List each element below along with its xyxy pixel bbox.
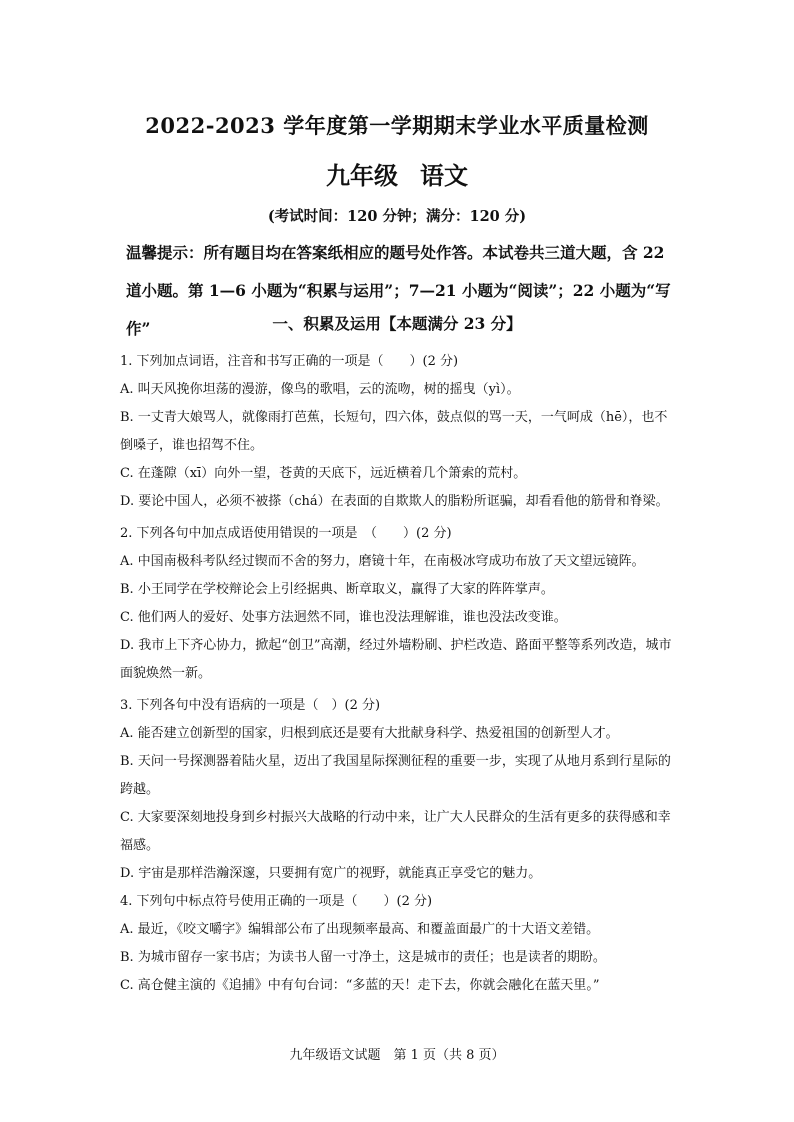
exam-tips: 温馨提示：所有题目均在答案纸相应的题号处作答。本试卷共三道大题，含 22 道小题。第 1—6 小题为“积累与运用”；7—21 小题为“阅读”；22 小题为“写作” [126, 243, 671, 338]
question-2-option-a: A. 中国南极科考队经过锲而不舍的努力，磨镜十年，在南极冰穹成功布放了天文望远镜阵。 [120, 554, 645, 569]
exam-subtitle [0, 156, 794, 191]
question-2-option-c: C. 他们两人的爱好、处事方法迥然不同，谁也没法理解谁，谁也没法改变谁。 [120, 610, 567, 625]
question-list [120, 344, 676, 1000]
question-1-option-c: C. 在蓬隙（xī）向外一望，苍黄的天底下，远近横着几个箫索的荒村。 [120, 466, 527, 481]
question-1-option-a: A. 叫天风挽你坦荡的漫游，像鸟的歌唱，云的流吻，树的摇曳（yì）。 [120, 382, 520, 397]
question-4-stem: 4. 下列句中标点符号使用正确的一项是（ ）(2 分) [120, 894, 433, 909]
grade-label: 九年级 [326, 161, 398, 190]
question-4-option-c: C. 高仓健主演的《追捕》中有句台词：“多蓝的天！走下去，你就会融化在蓝天里。” [120, 978, 600, 993]
question-4-option-b: B. 为城市留存一家书店；为读书人留一寸净土，这是城市的责任；也是读者的期盼。 [120, 950, 606, 965]
question-3-stem: 3. 下列各句中没有语病的一项是（ ）(2 分) [120, 698, 381, 713]
question-3-option-c: C. 大家要深刻地投身到乡村振兴大战略的行动中来，让广大人民群众的生活有更多的获得感和幸福感。 [120, 810, 671, 853]
subject-label: 语文 [420, 161, 468, 190]
question-3-option-b: B. 天问一号探测器着陆火星，迈出了我国星际探测征程的重要一步，实现了从地月系到行星际的跨越。 [120, 754, 671, 797]
question-2-stem: 2. 下列各句中加点成语使用错误的一项是 （ ）(2 分) [120, 526, 452, 541]
question-2-option-b: B. 小王同学在学校辩论会上引经据典、断章取义，赢得了大家的阵阵掌声。 [120, 582, 554, 597]
exam-title: 2022-2023 学年度第一学期期末学业水平质量检测 [145, 113, 649, 138]
question-1-stem: 1. 下列加点词语，注音和书写正确的一项是（ ）(2 分) [120, 354, 459, 369]
question-1-option-b: B. 一丈青大娘骂人，就像雨打芭蕉，长短句，四六体，鼓点似的骂一天，一气呵成（hē），也不倒嗓子，谁也招驾不住。 [120, 410, 668, 453]
question-4-option-a: A. 最近，《咬文嚼字》编辑部公布了出现频率最高、和覆盖面最广的十大语文差错。 [120, 922, 600, 937]
exam-time-score: (考试时间：120 分钟；满分：120 分) [267, 208, 527, 225]
question-1-option-d: D. 要论中国人，必须不被搽（chá）在表面的自欺欺人的脂粉所诓骗，却看看他的筋骨和脊梁。 [120, 494, 669, 509]
section-title-1: 一、积累及运用【本题满分 23 分】 [272, 314, 522, 333]
question-3-option-d: D. 宇宙是那样浩瀚深邃，只要拥有宽广的视野，就能真正享受它的魅力。 [120, 866, 542, 881]
question-3-option-a: A. 能否建立创新型的国家，归根到底还是要有大批献身科学、热爱祖国的创新型人才。 [120, 726, 619, 741]
page-footer: 九年级语文试题 第 1 页（共 8 页） [289, 1048, 505, 1063]
question-2-option-d: D. 我市上下齐心协力，掀起“创卫”高潮，经过外墙粉刷、护栏改造、路面平整等系列改造，城市面貌焕然一新。 [120, 638, 672, 681]
